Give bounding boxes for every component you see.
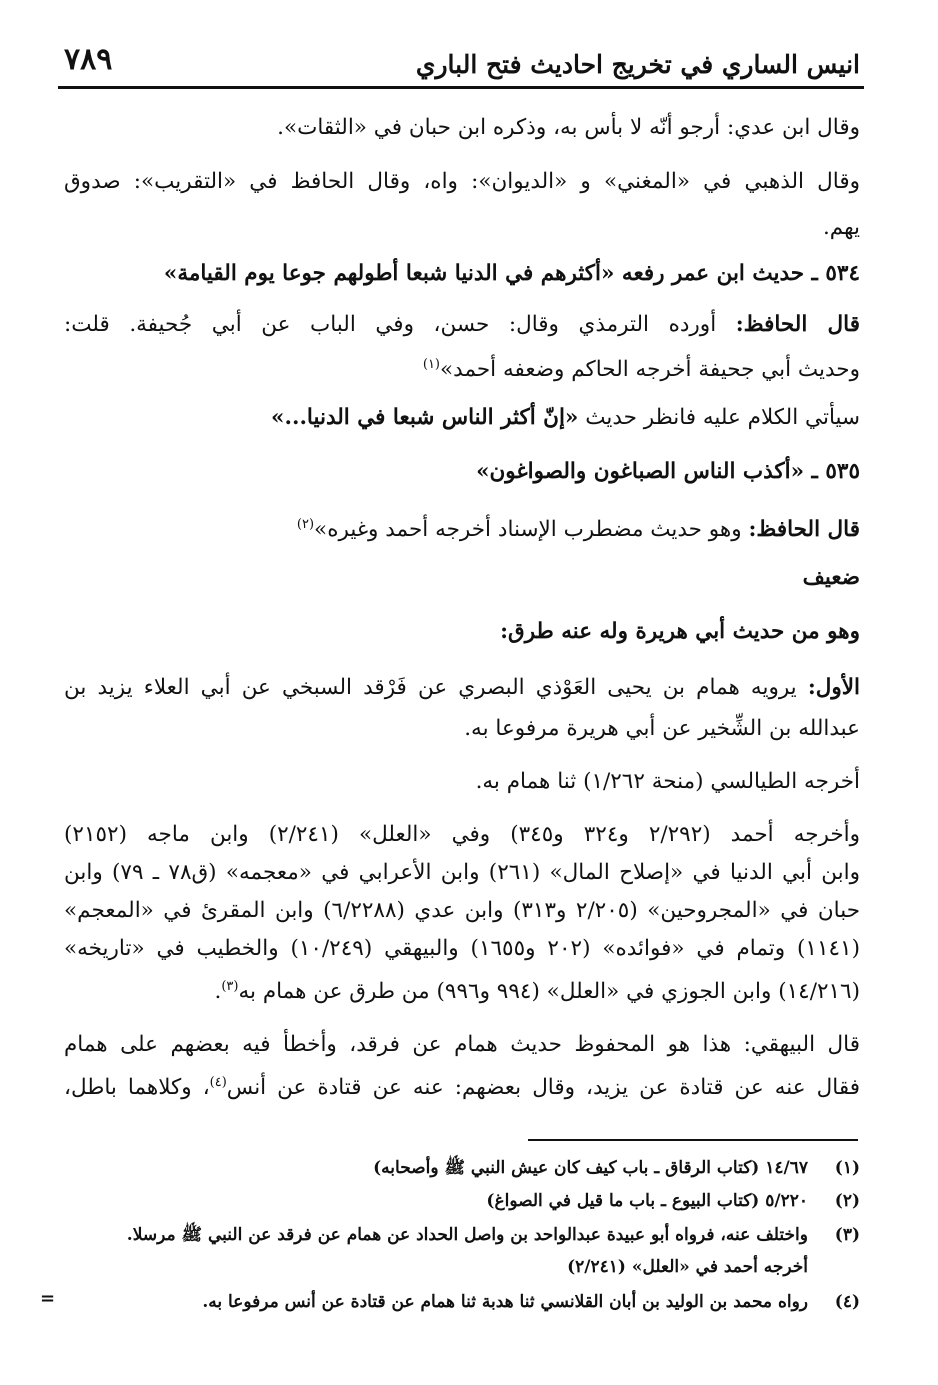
body-line-9 (297, 510, 860, 545)
body-line-13: عبدالله بن الشِّخير عن أبي هريرة مرفوعا به. (464, 716, 860, 741)
body-line-6 (423, 350, 860, 385)
body-line-16: وابن أبي الدنيا في «إصلاح المال» (٢٦١) وابن الأعرابي في «معجمه» (ق٧٨ ـ ٧٩) وابن (64, 860, 860, 885)
header-rule (58, 86, 864, 89)
body-line-9-text: وهو حديث مضطرب الإسناد أخرجه أحمد وغيره» (314, 517, 742, 543)
body-line-5-text: أورده الترمذي وقال: حسن، وفي الباب عن أبي جُحيفة. قلت: (64, 312, 717, 337)
hafiz-label: قال الحافظ: (748, 517, 860, 543)
footnote-1 (373, 1156, 860, 1180)
footnote-ref-4: (٤) (209, 1075, 227, 1090)
grading-label: ضعيف (802, 565, 860, 590)
footnote-3 (127, 1223, 860, 1247)
body-line-6-text: وحديث أبي جحيفة أخرجه الحاكم وضعفه أحمد» (440, 357, 860, 383)
footnote-separator (528, 1139, 858, 1141)
body-line-12 (64, 673, 860, 703)
footnote-text: رواه محمد بن الوليد بن أبان القلانسي ثنا هدبة ثنا همام عن قتادة عن أنس مرفوعا به. (202, 1292, 808, 1312)
hafiz-label: قال الحافظ: (735, 312, 860, 337)
hadith-535-heading: ٥٣٥ ـ «أكذب الناس الصباغون والصواغون» (476, 459, 860, 484)
body-line-17: حبان في «المجروحين» (٢/٢٠٥ و٣١٣) وابن عدي (٦/٢٢٨٨) وابن المقرئ في «المعجم» (64, 898, 860, 923)
body-line-2: وقال الذهبي في «المغني» و «الديوان»: واه، وقال الحافظ في «التقريب»: صدوق (64, 169, 860, 194)
footnote-ref-1: (١) (422, 357, 440, 372)
continuation-mark: = (40, 1288, 56, 1309)
body-line-21-text: فقال عنه عن قتادة عن يزيد، وقال بعضهم: عنه عن قتادة عن أنس (226, 1075, 860, 1101)
first-route-label: الأول: (807, 675, 860, 700)
body-line-21 (64, 1068, 860, 1103)
footnote-number: (٤) (834, 1292, 860, 1312)
footnote-2 (486, 1189, 860, 1213)
footnote-ref-2: (٢) (296, 517, 315, 532)
body-line-14: أخرجه الطيالسي (منحة ١/٢٦٢) ثنا همام به. (475, 769, 860, 794)
footnote-3-continuation (567, 1255, 860, 1279)
body-line-11: وهو من حديث أبي هريرة وله عنه طرق: (500, 619, 860, 644)
hadith-534-heading: ٥٣٤ ـ حديث ابن عمر رفعه «أكثرهم في الدنيا شبعا أطولهم جوعا يوم القيامة» (163, 261, 860, 286)
body-line-1: وقال ابن عدي: أرجو أنّه لا بأس به، وذكره ابن حبان في «الثقات». (277, 115, 860, 140)
body-line-20: قال البيهقي: هذا هو المحفوظ حديث همام عن فرقد، وأخطأ فيه بعضهم على همام (64, 1032, 860, 1057)
body-line-21-end: ، وكلاهما باطل، (64, 1075, 210, 1101)
body-line-12-text: يرويه همام بن يحيى العَوْذي البصري عن فَرْقد السبخي عن أبي العلاء يزيد بن (64, 675, 797, 700)
footnote-ref-3: (٣) (221, 979, 239, 994)
body-line-3: يهم. (822, 215, 860, 240)
body-line-7-text: سيأتي الكلام عليه فانظر حديث (585, 405, 860, 430)
body-line-5 (64, 310, 860, 340)
footnote-text: ١٤/٦٧ (كتاب الرقاق ـ باب كيف كان عيش النبي ﷺ وأصحابه) (373, 1158, 808, 1178)
footnote-text: ٥/٢٢٠ (كتاب البيوع ـ باب ما قيل في الصواغ) (486, 1191, 808, 1211)
body-line-18: (١١٤١) وتمام في «فوائده» (٢٠٢ و١٦٥٥) والبيهقي (١٠/٢٤٩) والخطيب في «تاريخه» (64, 936, 860, 961)
cross-ref-hadith: «إنّ أكثر الناس شبعا في الدنيا...» (271, 405, 579, 430)
body-line-15: وأخرجه أحمد (٢/٢٩٢ و٣٢٤ و٣٤٥) وفي «العلل» (٢/٢٤١) وابن ماجه (٢١٥٢) (64, 822, 861, 847)
body-line-7 (271, 403, 860, 433)
footnote-number: (٢) (834, 1191, 860, 1211)
footnote-number: (١) (834, 1158, 860, 1178)
footnote-text: أخرجه أحمد في «العلل» (٢/٢٤١) (567, 1257, 808, 1277)
running-header-title: انيس الساري في تخريج احاديث فتح الباري (415, 50, 860, 79)
page-number: ٧٨٩ (64, 42, 113, 77)
footnote-number: (٣) (834, 1225, 860, 1245)
footnote-text: واختلف عنه، فرواه أبو عبيدة عبدالواحد بن واصل الحداد عن همام عن فرقد عن النبي ﷺ مرسلا. (126, 1225, 808, 1245)
body-line-19: (١٤/٢١٦) وابن الجوزي في «العلل» (٩٩٤ و٩٩٦) من طرق عن همام به$^{(٣)}$. (214, 979, 860, 1005)
body-line-19-text: (١٤/٢١٦) وابن الجوزي في «العلل» (٩٩٤ و٩٩٦) من طرق عن همام به (238, 979, 860, 1005)
footnote-4 (202, 1290, 860, 1314)
